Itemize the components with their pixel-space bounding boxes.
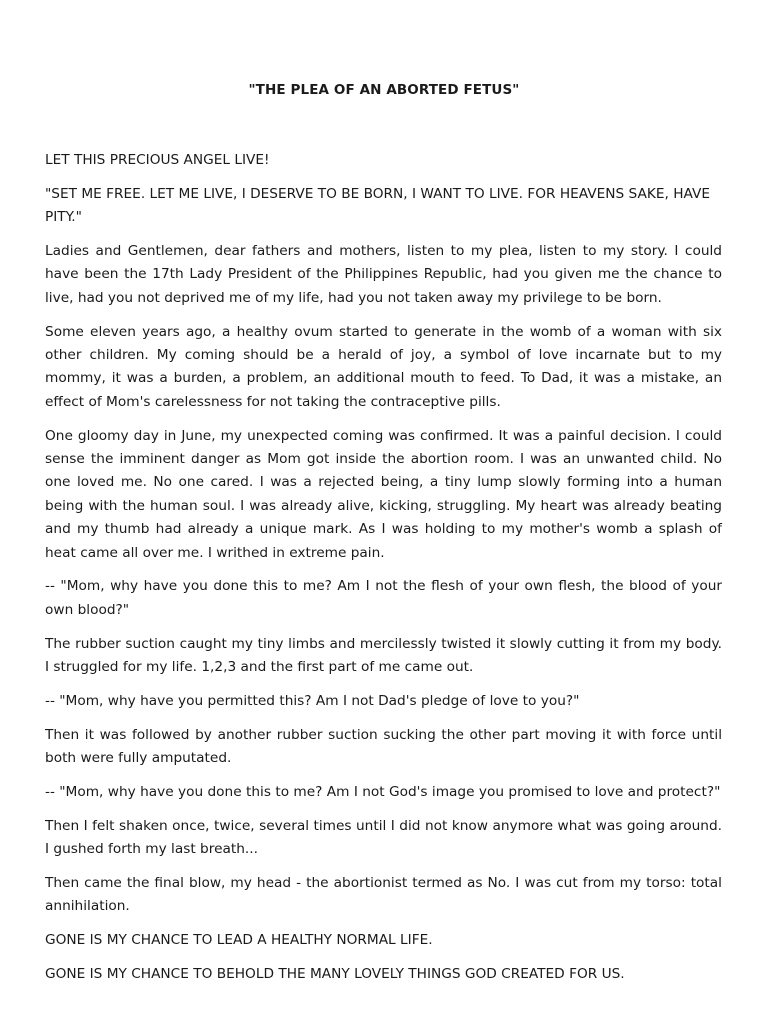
paragraph: Then I felt shaken once, twice, several times until I did not know anymore what was going around. I gushed forth my last breath... bbox=[45, 817, 722, 858]
paragraph: Then came the final blow, my head - the abortionist termed as No. I was cut from my torso: total annihilation. bbox=[45, 874, 722, 915]
paragraph: One gloomy day in June, my unexpected coming was confirmed. It was a painful decision. I could sense the imminent danger as Mom got inside the abortion room. I was an unwanted child. No one loved me. No one cared. I was a rejected being, a tiny lump slowly forming into a human being with the human soul. I was already alive, kicking, struggling. My heart was already beating and my thumb had already a unique mark. As I was holding to my mother's womb a splash of heat came all over me. I writhed in extreme pain. bbox=[45, 427, 722, 561]
paragraph: Some eleven years ago, a healthy ovum started to generate in the womb of a woman with six other children. My coming should be a herald of joy, a symbol of love incarnate but to my mommy, it was a burden, a problem, an additional mouth to feed. To Dad, it was a mistake, an effect of Mom's carelessness for not taking the contraceptive pills. bbox=[45, 323, 722, 410]
paragraph: Ladies and Gentlemen, dear fathers and mothers, listen to my plea, listen to my story. I could have been the 17th Lady President of the Philippines Republic, had you given me the chance to live, had you not deprived me of my life, had you not taken away my privilege to be born. bbox=[45, 243, 722, 306]
document-body bbox=[45, 149, 722, 997]
paragraph-quote: -- "Mom, why have you done this to me? Am I not God's image you promised to love and protect?" bbox=[45, 783, 721, 800]
paragraph-closing: GONE IS MY CHANCE TO LEAD A HEALTHY NORMAL LIFE. bbox=[45, 932, 433, 949]
paragraph-heading: LET THIS PRECIOUS ANGEL LIVE! bbox=[45, 152, 270, 168]
document-title: "THE PLEA OF AN ABORTED FETUS" bbox=[248, 82, 520, 98]
paragraph-closing: GONE IS MY CHANCE TO BEHOLD THE MANY LOVELY THINGS GOD CREATED FOR US. bbox=[45, 965, 625, 982]
paragraph-plea: "SET ME FREE. LET ME LIVE, I DESERVE TO BE BORN, I WANT TO LIVE. FOR HEAVENS SAKE, HAVE PITY." bbox=[45, 185, 710, 226]
paragraph-quote: -- "Mom, why have you permitted this? Am I not Dad's pledge of love to you?" bbox=[45, 692, 580, 709]
paragraph: The rubber suction caught my tiny limbs and mercilessly twisted it slowly cutting it from my body. I struggled for my life. 1,2,3 and the first part of me came out. bbox=[45, 635, 722, 676]
paragraph-quote: -- "Mom, why have you done this to me? Am I not the flesh of your own flesh, the blood of your own blood?" bbox=[45, 578, 722, 618]
paragraph: Then it was followed by another rubber suction sucking the other part moving it with force until both were fully amputated. bbox=[45, 726, 722, 767]
